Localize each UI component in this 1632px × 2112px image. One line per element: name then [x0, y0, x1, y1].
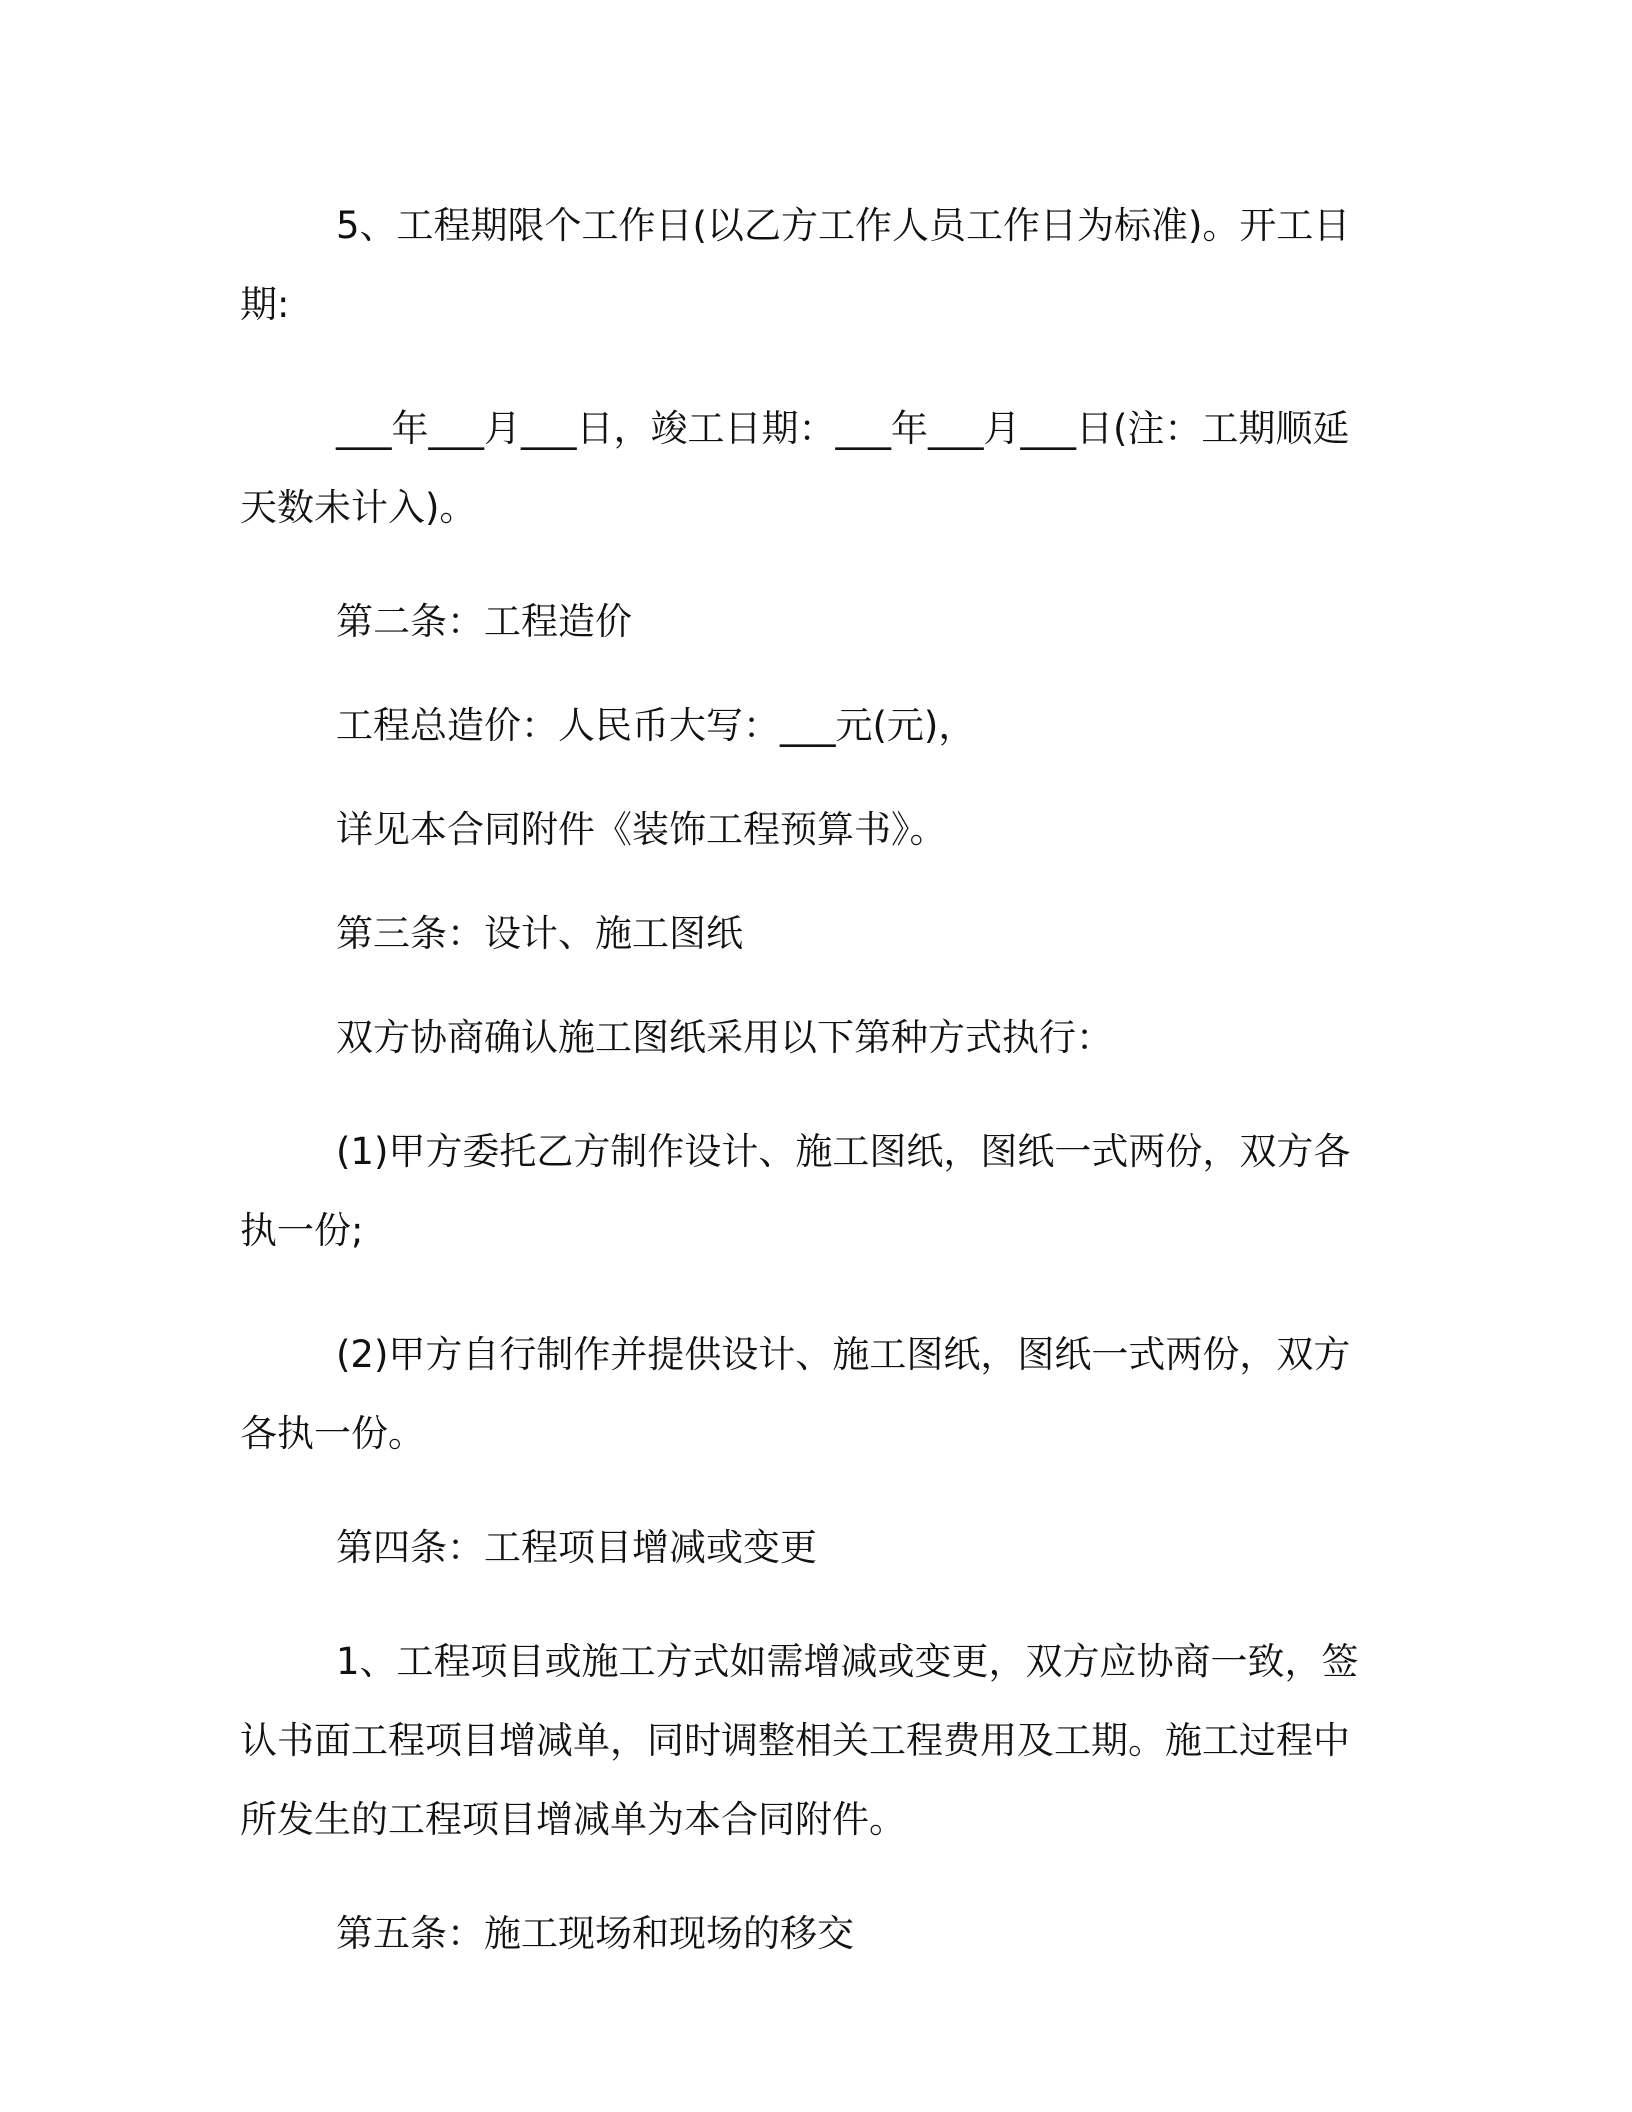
heading-article-5: 第五条：施工现场和现场的移交 — [336, 1912, 854, 1955]
paragraph-drawing-method: 双方协商确认施工图纸采用以下第种方式执行： — [336, 1016, 1113, 1059]
heading-article-2: 第二条：工程造价 — [336, 600, 632, 643]
paragraph-total-cost: 工程总造价：人民币大写：___元(元)， — [336, 704, 976, 747]
paragraph-change-items: 1、工程项目或施工方式如需增减或变更，双方应协商一致，签认书面工程项目增减单，同时调整相关工程费用及工期。施工过程中所发生的工程项目增减单为本合同附件。 — [240, 1640, 1359, 1841]
paragraph-budget-reference: 详见本合同附件《装饰工程预算书》。 — [336, 808, 947, 851]
paragraph-completion-date: ___年___月___日，竣工日期：___年___月___日(注：工期顺延天数未计入)。 — [240, 407, 1350, 529]
paragraph-option-1: (1)甲方委托乙方制作设计、施工图纸，图纸一式两份，双方各执一份; — [240, 1130, 1351, 1252]
paragraph-option-2: (2)甲方自行制作并提供设计、施工图纸，图纸一式两份，双方各执一份。 — [240, 1333, 1351, 1455]
paragraph-construction-period: 5、工程期限个工作日(以乙方工作人员工作日为标准)。开工日期: — [240, 204, 1351, 326]
heading-article-3: 第三条：设计、施工图纸 — [336, 912, 743, 955]
heading-article-4: 第四条：工程项目增减或变更 — [336, 1526, 817, 1569]
document-body — [240, 186, 1365, 2008]
